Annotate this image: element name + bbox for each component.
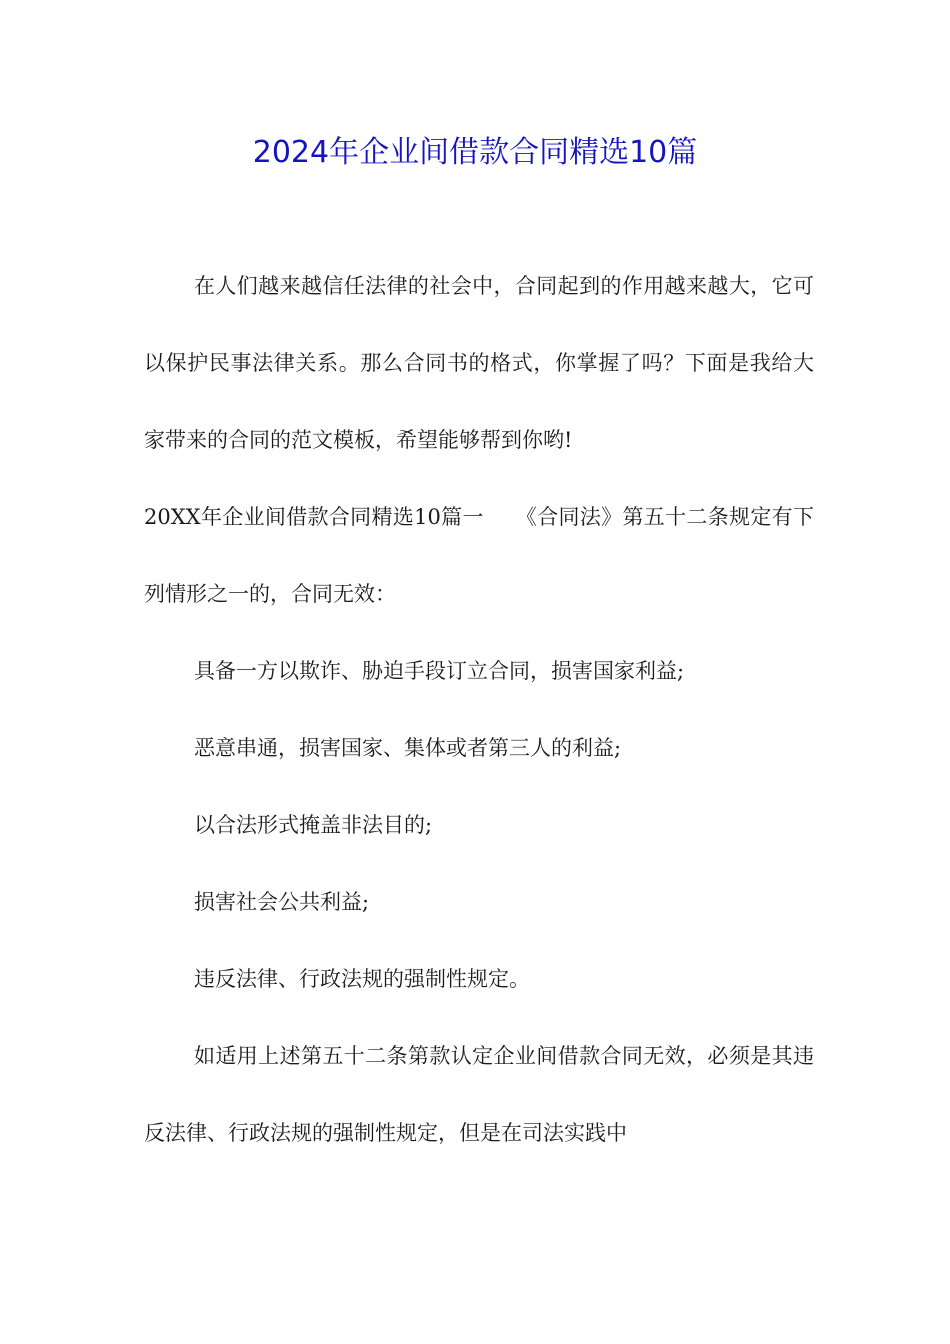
list-item: 恶意串通，损害国家、集体或者第三人的利益; [194, 736, 622, 760]
list-item: 以合法形式掩盖非法目的; [194, 813, 433, 837]
section-heading: 20XX年企业间借款合同精选10篇一 《合同法》第五十二条规定有下列情形之一的，合同无效： [144, 505, 814, 606]
list-item: 损害社会公共利益; [194, 890, 370, 914]
list-item: 具备一方以欺诈、胁迫手段订立合同，损害国家利益; [194, 659, 685, 683]
list-item: 违反法律、行政法规的强制性规定。 [194, 967, 530, 991]
closing-paragraph: 如适用上述第五十二条第款认定企业间借款合同无效，必须是其违反法律、行政法规的强制性规定，但是在司法实践中 [144, 1044, 814, 1145]
document-body [144, 248, 814, 1172]
document-title: 2024年企业间借款合同精选10篇 [252, 135, 698, 170]
intro-paragraph: 在人们越来越信任法律的社会中，合同起到的作用越来越大，它可以保护民事法律关系。那么合同书的格式，你掌握了吗？下面是我给大家带来的合同的范文模板，希望能够帮到你哟! [144, 274, 814, 452]
